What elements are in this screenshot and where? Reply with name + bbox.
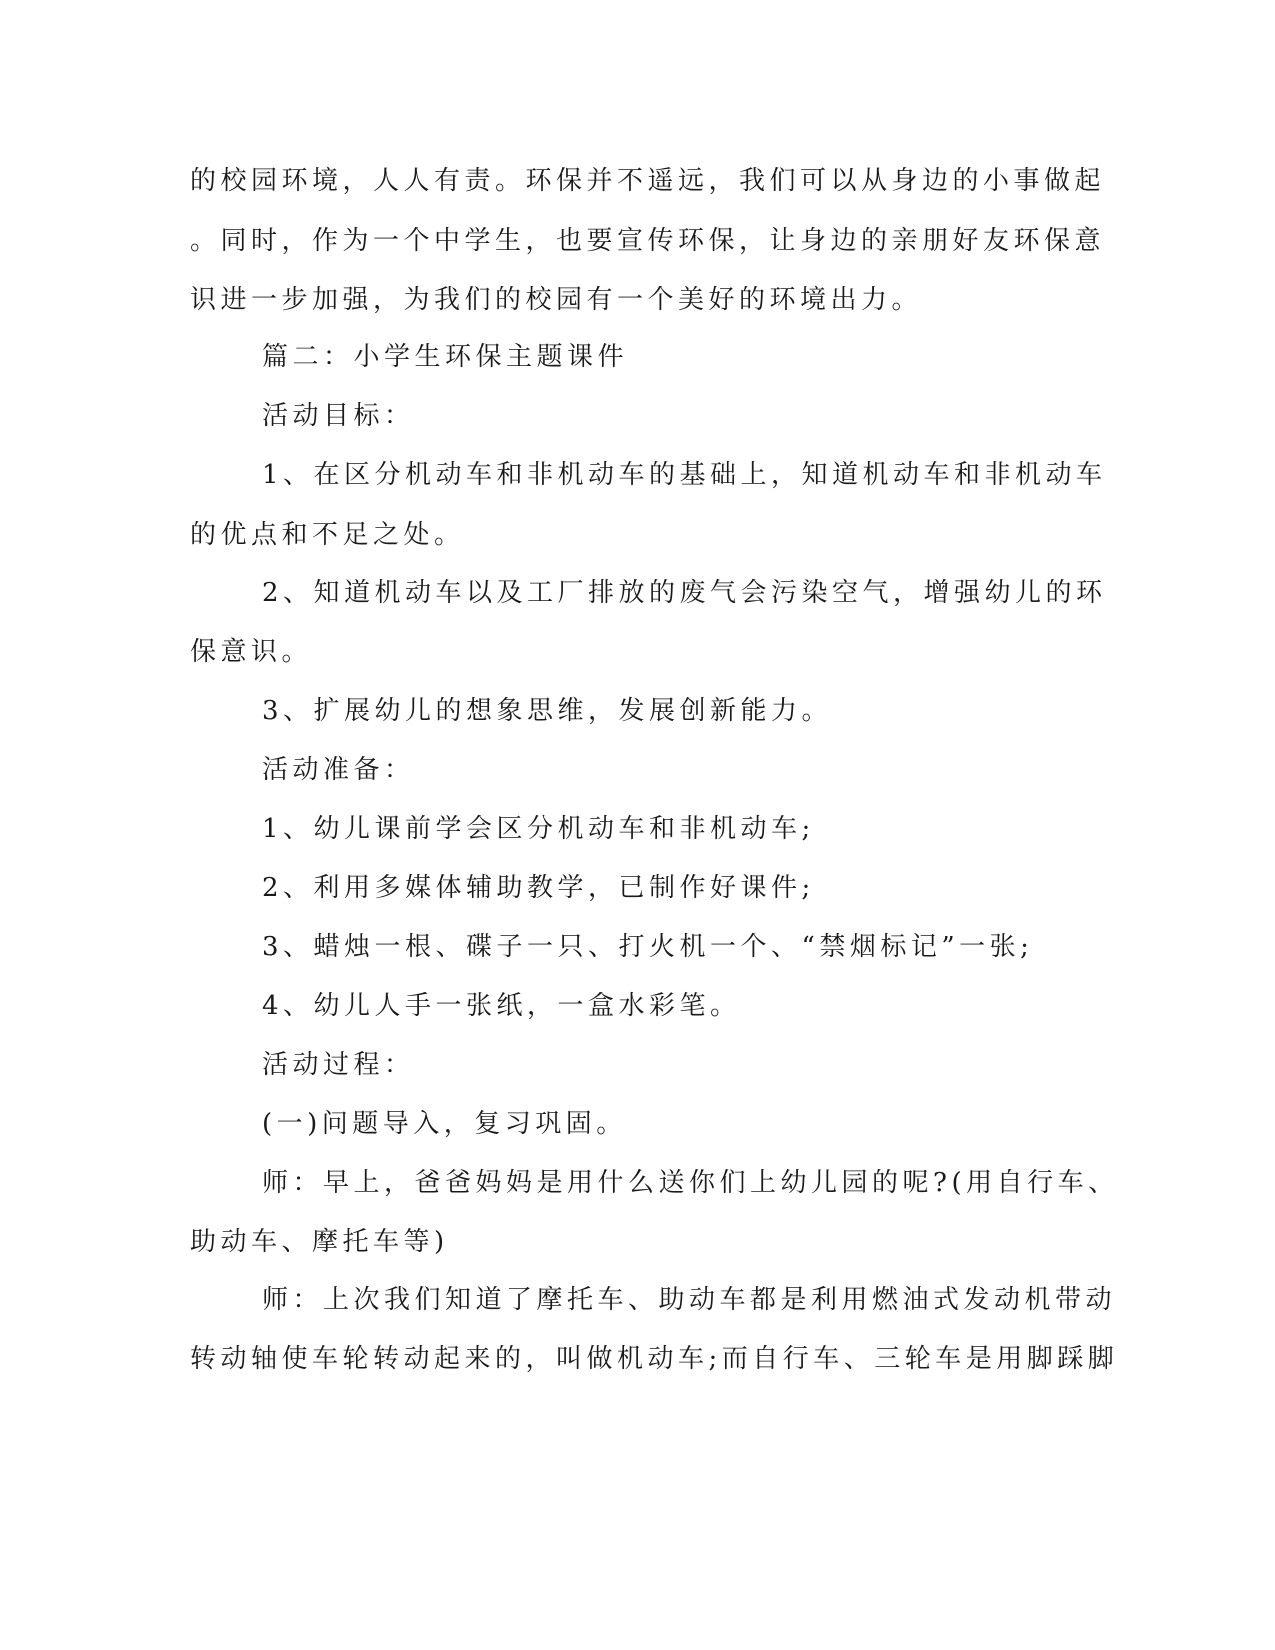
text-line-12: 1、幼儿课前学会区分机动车和非机动车; bbox=[262, 814, 815, 844]
text-line-13: 2、利用多媒体辅助教学，已制作好课件; bbox=[262, 873, 815, 903]
text-line-15: 4、幼儿人手一张纸，一盒水彩笔。 bbox=[262, 991, 741, 1021]
text-line-8: 2、知道机动车以及工厂排放的废气会污染空气，增强幼儿的环 bbox=[262, 578, 1107, 608]
text-line-3: 识进一步加强，为我们的校园有一个美好的环境出力。 bbox=[190, 285, 923, 315]
text-line-2: 。同时，作为一个中学生，也要宣传环保，让身边的亲朋好友环保意 bbox=[190, 226, 1106, 256]
text-line-1: 的校园环境，人人有责。环保并不遥远，我们可以从身边的小事做起 bbox=[190, 166, 1106, 196]
text-line-10: 3、扩展幼儿的想象思维，发展创新能力。 bbox=[262, 696, 833, 726]
section-heading: 篇二：小学生环保主题课件 bbox=[262, 342, 629, 372]
text-line-6: 1、在区分机动车和非机动车的基础上，知道机动车和非机动车 bbox=[262, 460, 1107, 490]
text-line-18: 师：早上，爸爸妈妈是用什么送你们上幼儿园的呢?(用自行车、 bbox=[262, 1168, 1119, 1198]
subheading-goals: 活动目标： bbox=[262, 401, 415, 431]
text-line-17: (一)问题导入，复习巩固。 bbox=[262, 1109, 627, 1139]
text-line-7: 的优点和不足之处。 bbox=[190, 520, 465, 550]
text-line-14: 3、蜡烛一根、碟子一只、打火机一个、“禁烟标记”一张; bbox=[262, 932, 1034, 962]
text-line-9: 保意识。 bbox=[190, 637, 313, 667]
text-line-19: 助动车、摩托车等) bbox=[190, 1227, 449, 1257]
text-line-21: 转动轴使车轮转动起来的，叫做机动车;而自行车、三轮车是用脚踩脚 bbox=[190, 1344, 1119, 1374]
subheading-process: 活动过程： bbox=[262, 1050, 415, 1080]
text-line-20: 师：上次我们知道了摩托车、助动车都是利用燃油式发动机带动 bbox=[262, 1285, 1117, 1315]
subheading-preparation: 活动准备： bbox=[262, 755, 415, 785]
